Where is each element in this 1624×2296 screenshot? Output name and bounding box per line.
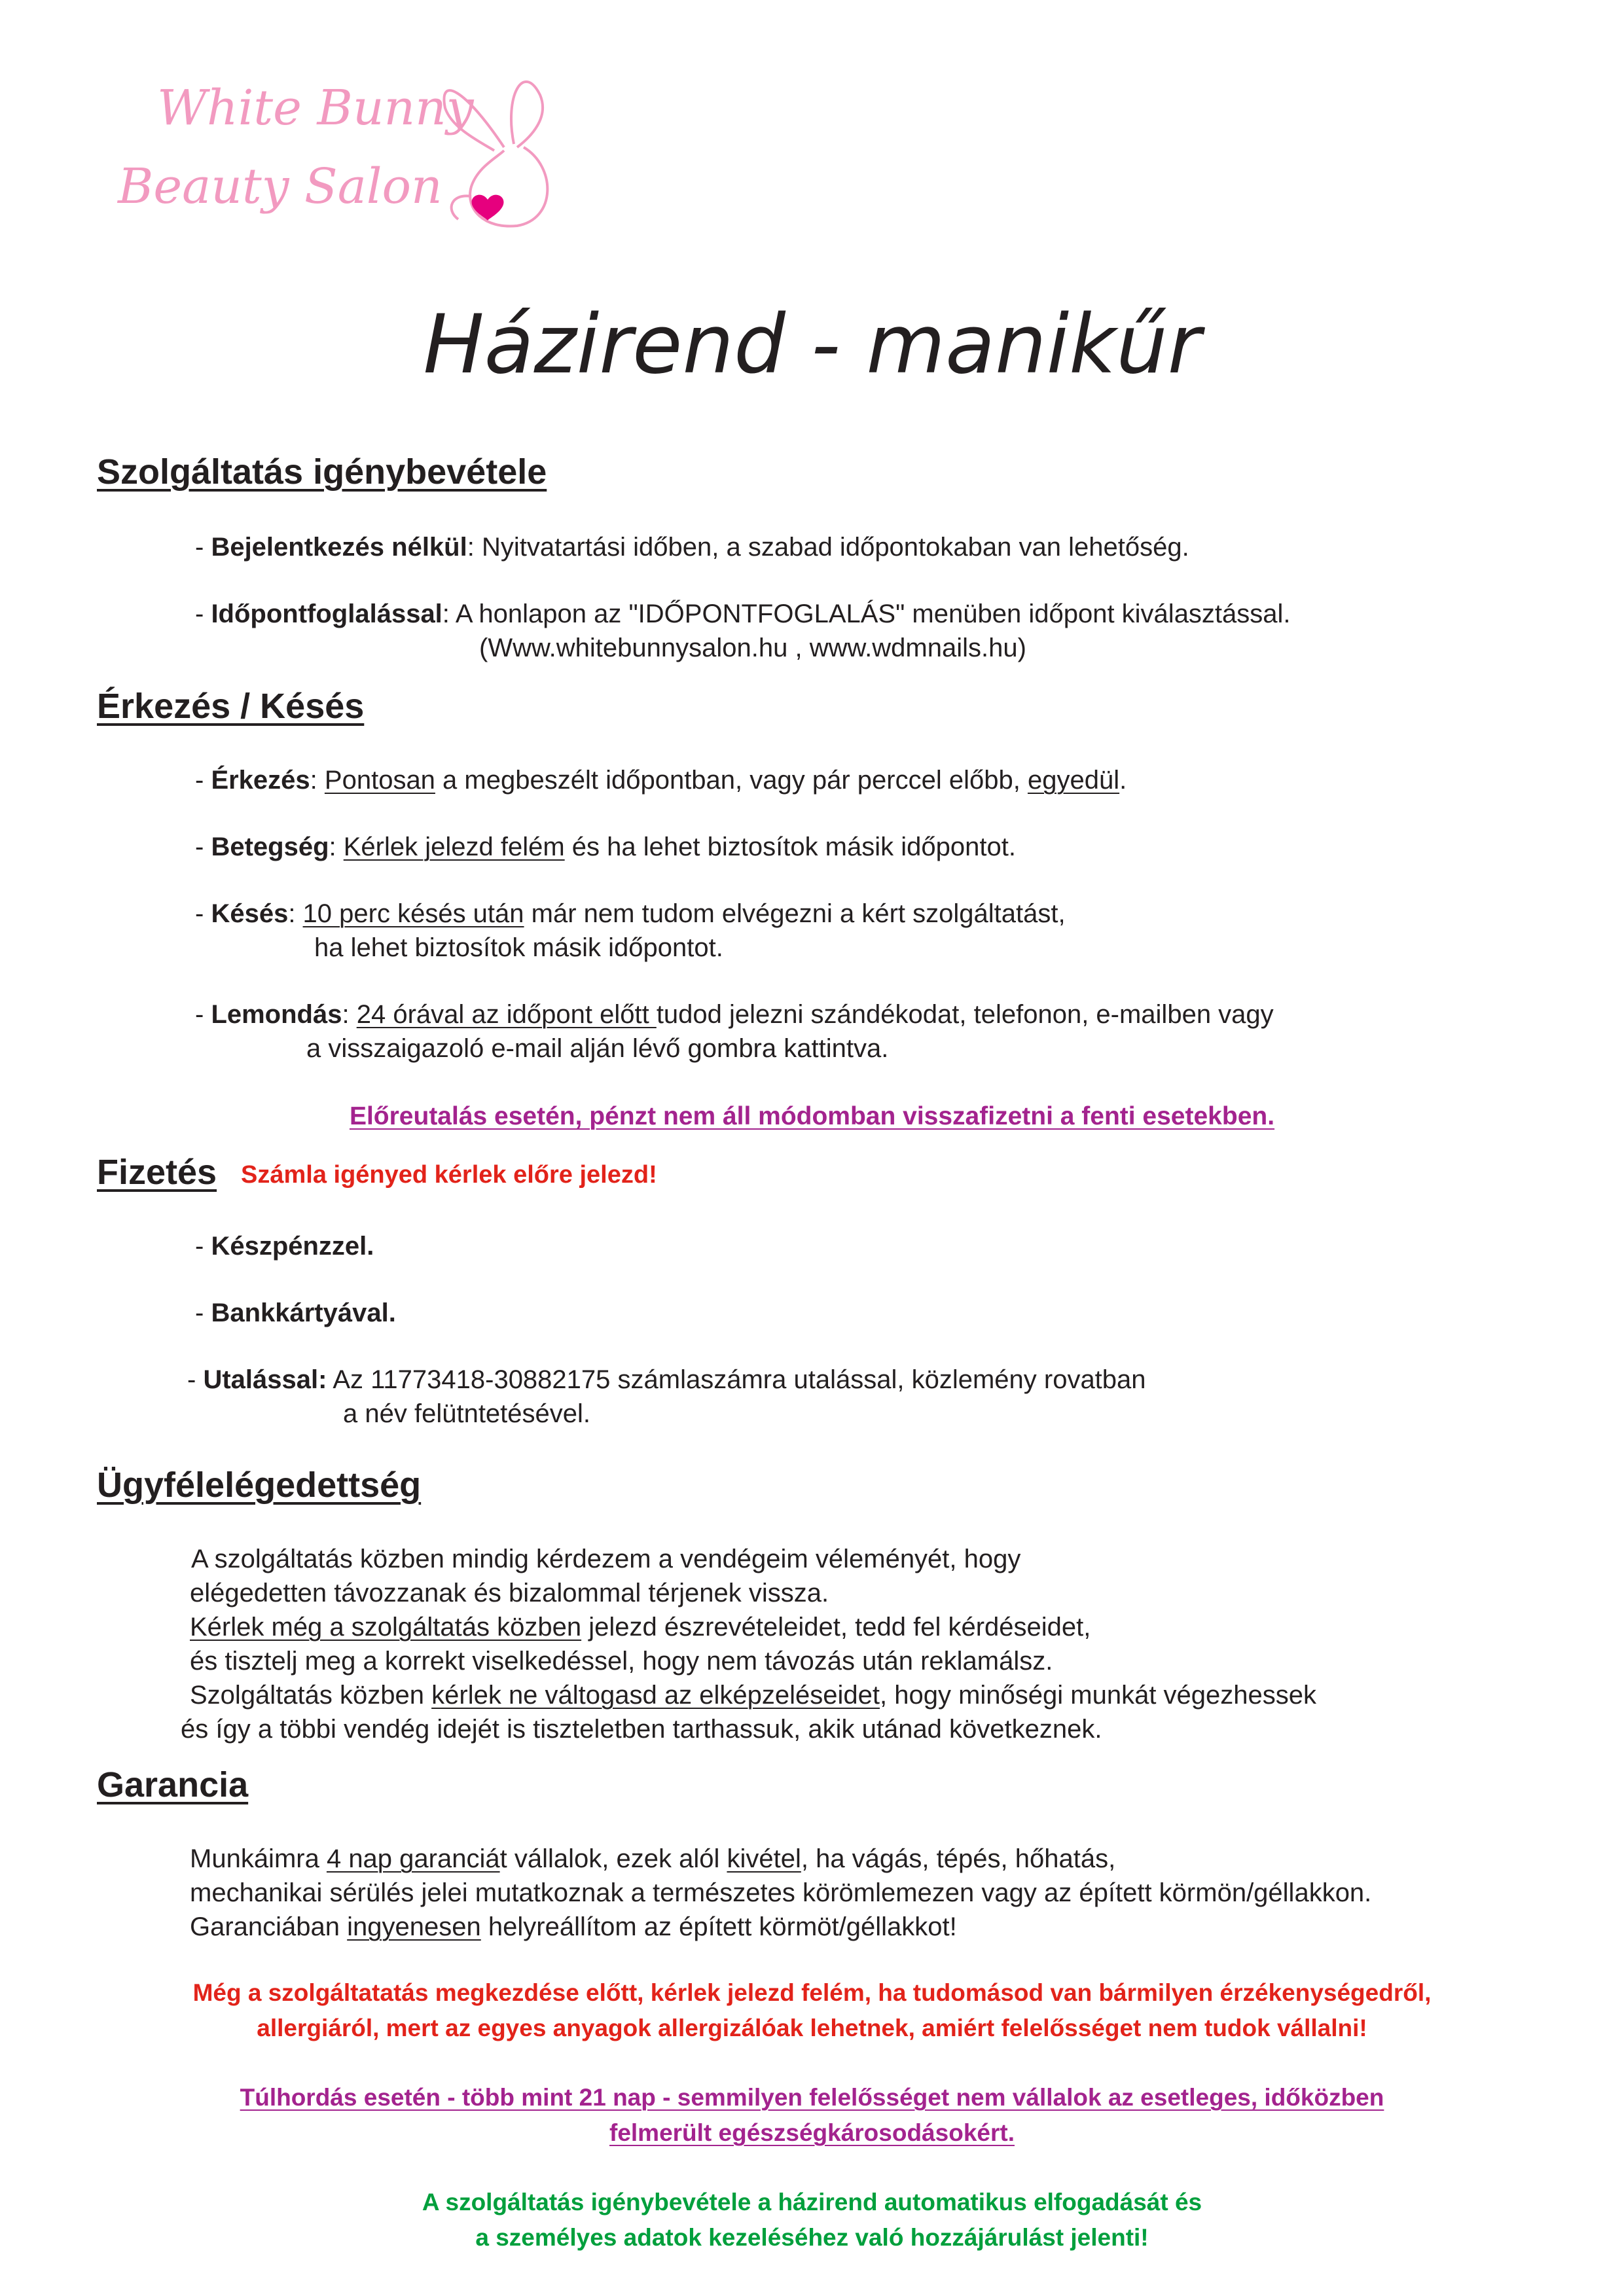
satisfaction-line: A szolgáltatás közben mindig kérdezem a vendégeim véleményét, hogy <box>191 1545 1021 1573</box>
satisfaction-line: és tisztelj meg a korrekt viselkedéssel, hogy nem távozás után reklamálsz. <box>190 1647 1053 1676</box>
rule-label: Bejelentkezés nélkül <box>211 533 467 562</box>
rule-sickness: - Betegség: Kérlek jelezd felém és ha lehet biztosítok másik időpontot. <box>195 833 1016 861</box>
logo-line-1: White Bunny <box>157 80 474 136</box>
logo-line-2: Beauty Salon <box>118 158 442 215</box>
section-heading-warranty: Garancia <box>97 1765 249 1804</box>
rule-late-line-2: ha lehet biztosítok másik időpontot. <box>314 933 723 962</box>
warranty-line: Munkáimra 4 nap garanciát vállalok, ezek alól kivétel, ha vágás, tépés, hőhatás, <box>190 1844 1116 1873</box>
prepay-note: Előreutalás esetén, pénzt nem áll módomban visszafizetni a fenti esetekben. <box>349 1102 1275 1130</box>
overdue-note-line-1: Túlhordás esetén - több mint 21 nap - semmilyen felelősséget nem vállalok az esetleges, időközben <box>240 2084 1384 2111</box>
rule-label: Utalással: <box>203 1365 327 1394</box>
accept-note-line-2: a személyes adatok kezeléséhez való hozzájárulást jelenti! <box>475 2224 1149 2251</box>
rule-cancel-line-2: a visszaigazoló e-mail alján lévő gombra kattintva. <box>306 1034 889 1063</box>
rule-label: Érkezés <box>211 766 310 795</box>
rule-arrival: - Érkezés: Pontosan a megbeszélt időpontban, vagy pár perccel előbb, egyedül. <box>195 766 1127 795</box>
rule-label: Betegség <box>211 833 329 861</box>
bunny-heart-icon <box>425 69 556 232</box>
rule-walkin: - Bejelentkezés nélkül: Nyitvatartási időben, a szabad időpontokaban van lehetőség. <box>195 533 1189 562</box>
rule-late: - Késés: 10 perc késés után már nem tudom elvégezni a kért szolgáltatást, <box>195 899 1066 928</box>
satisfaction-line: Kérlek még a szolgáltatás közben jelezd észrevételeidet, tedd fel kérdéseidet, <box>190 1613 1091 1641</box>
satisfaction-line: és így a többi vendég idejét is tiszteletben tarthassuk, akik utánad következnek. <box>181 1715 1102 1744</box>
payment-transfer: - Utalással: Az 11773418-30882175 számlaszámra utalással, közlemény rovatban <box>187 1365 1146 1394</box>
rule-text: : Nyitvatartási időben, a szabad időpontokaban van lehetőség. <box>467 533 1189 562</box>
allergy-note-line-2: allergiáról, mert az egyes anyagok allergizálóak lehetnek, amiért felelősséget nem tudok vállalni! <box>257 2015 1367 2041</box>
invoice-note: Számla igényed kérlek előre jelezd! <box>241 1161 657 1189</box>
page-title: Házirend - manikűr <box>423 298 1201 392</box>
salon-logo <box>111 69 569 239</box>
rule-label: Lemondás <box>211 1000 342 1029</box>
section-heading-service: Szolgáltatás igénybevétele <box>97 452 547 492</box>
rule-label: Időpontfoglalással <box>211 600 442 628</box>
payment-transfer-line-2: a név felütntetésével. <box>343 1399 591 1428</box>
payment-cash: - Készpénzzel. <box>195 1232 374 1261</box>
warranty-line: mechanikai sérülés jelei mutatkoznak a természetes körömlemezen vagy az épített körmön/géllakkon. <box>190 1878 1372 1907</box>
booking-urls: (Www.whitebunnysalon.hu , www.wdmnails.hu) <box>479 634 1026 662</box>
rule-booking: - Időpontfoglalással: A honlapon az "IDŐPONTFOGLALÁS" menüben időpont kiválasztással. <box>195 600 1291 628</box>
rule-label: Késés <box>211 899 289 928</box>
allergy-note-line-1: Még a szolgáltatatás megkezdése előtt, kérlek jelezd felém, ha tudomásod van bármilyen érzékenységedről, <box>192 1979 1432 2006</box>
satisfaction-line: Szolgáltatás közben kérlek ne váltogasd az elképzeléseidet, hogy minőségi munkát végezhessek <box>190 1681 1317 1710</box>
accept-note-line-1: A szolgáltatás igénybevétele a házirend automatikus elfogadását és <box>422 2189 1202 2215</box>
rule-cancel: - Lemondás: 24 órával az időpont előtt tudod jelezni szándékodat, telefonon, e-mailben vagy <box>195 1000 1274 1029</box>
payment-card: - Bankkártyával. <box>195 1299 396 1327</box>
rule-text: : A honlapon az "IDŐPONTFOGLALÁS" menüben időpont kiválasztással. <box>442 600 1291 628</box>
section-heading-arrival: Érkezés / Késés <box>97 687 365 726</box>
satisfaction-line: elégedetten távozzanak és bizalommal térjenek vissza. <box>190 1579 829 1607</box>
overdue-note-line-2: felmerült egészségkárosodásokért. <box>609 2119 1015 2146</box>
section-heading-satisfaction: Ügyfélelégedettség <box>97 1465 422 1505</box>
warranty-line: Garanciában ingyenesen helyreállítom az épített körmöt/géllakkot! <box>190 1912 957 1941</box>
section-heading-payment: Fizetés <box>97 1153 217 1192</box>
